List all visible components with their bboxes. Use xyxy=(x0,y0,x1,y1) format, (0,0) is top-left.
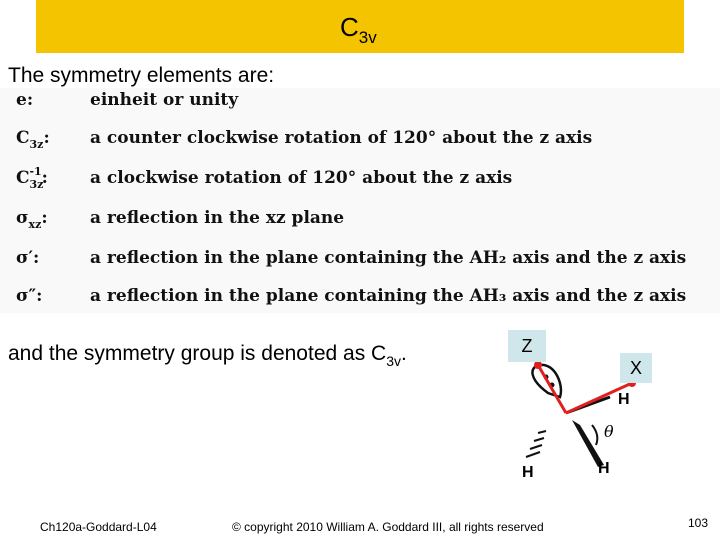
element-row-e xyxy=(0,90,720,122)
symmetry-elements-list xyxy=(0,88,720,313)
slide-title xyxy=(340,12,377,47)
h-label-left: H xyxy=(522,464,534,481)
element-description: einheit or unity xyxy=(90,90,239,110)
element-row-c3z xyxy=(0,128,720,160)
page-number: 103 xyxy=(688,516,709,530)
h-label-bottom: H xyxy=(598,460,610,477)
element-symbol: σ′: xyxy=(16,248,40,268)
title-sub: 3v xyxy=(358,28,377,47)
intro-text: The symmetry elements are: xyxy=(8,64,275,87)
molecule-diagram xyxy=(500,325,670,490)
element-description: a reflection in the plane containing the AH₃ axis and the z axis xyxy=(90,286,687,306)
z-axis-arrowhead xyxy=(534,361,542,369)
element-symbol: $C_{3z}^{-1}$: xyxy=(16,165,48,191)
element-description: a reflection in the plane containing the AH₂ axis and the z axis xyxy=(90,248,687,268)
group-statement: and the symmetry group is denoted as $C_{3v}$. xyxy=(8,342,407,369)
h-label-right: H xyxy=(618,391,630,408)
theta-label: θ xyxy=(604,422,614,441)
element-row-c3z-inverse xyxy=(0,165,720,200)
element-row-sigma-double-prime xyxy=(0,286,720,318)
element-symbol: $C_{3z}$: xyxy=(16,128,50,151)
element-description: a reflection in the xz plane xyxy=(90,208,345,228)
title-main: C xyxy=(340,12,359,42)
element-symbol: e: xyxy=(16,90,34,110)
element-row-sigma-prime xyxy=(0,248,720,280)
element-description: a clockwise rotation of 120° about the z axis xyxy=(90,168,513,188)
element-description: a counter clockwise rotation of 120° about the z axis xyxy=(90,128,593,148)
z-axis-label: Z xyxy=(508,330,546,362)
footer-course-id: Ch120a-Goddard-L04 xyxy=(40,520,157,534)
hash-bond xyxy=(526,431,546,457)
element-row-sigma-xz xyxy=(0,208,720,240)
element-symbol: σ″: xyxy=(16,286,43,306)
x-axis-label: X xyxy=(620,353,652,383)
element-symbol: $\sigma_{xz}$: xyxy=(16,208,48,231)
footer-copyright: © copyright 2010 William A. Goddard III, all rights reserved xyxy=(232,520,544,534)
theta-arc xyxy=(592,425,597,445)
